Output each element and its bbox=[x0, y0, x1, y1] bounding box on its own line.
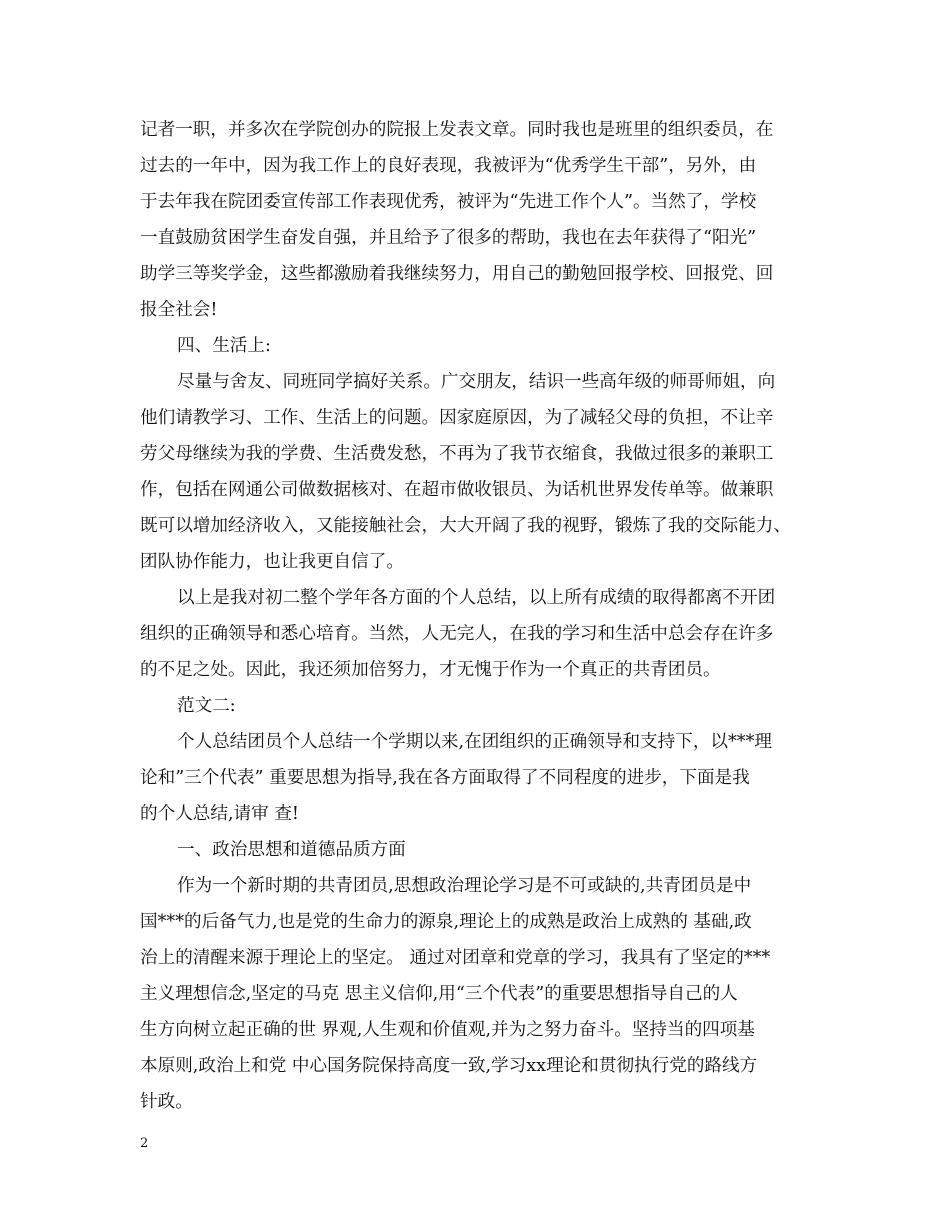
text-line: 他们请教学习、工作、生活上的问题。因家庭原因，为了减轻父母的负担，不让辛 bbox=[140, 408, 774, 428]
section-heading: 范文二: bbox=[177, 696, 236, 716]
text-line: 团队协作能力，也让我更自信了。 bbox=[140, 552, 404, 572]
text-line: 劳父母继续为我的学费、生活费发愁，不再为了我节衣缩食，我做过很多的兼职工 bbox=[140, 444, 774, 464]
text-line: 生方向树立起正确的世 界观,人生观和价值观,并为之努力奋斗。坚持当的四项基 bbox=[140, 1020, 755, 1040]
text-line: 组织的正确领导和悉心培育。当然，人无完人，在我的学习和生活中总会存在许多 bbox=[140, 624, 774, 644]
text-line: 过去的一年中，因为我工作上的良好表现，我被评为“优秀学生干部”，另外，由 bbox=[140, 156, 757, 176]
text-line: 的个人总结,请审 查! bbox=[140, 804, 300, 824]
text-line: 主义理想信念,坚定的马克 思主义信仰,用“三个代表”的重要思想指导自己的人 bbox=[140, 984, 738, 1004]
text-line: 治上的清醒来源于理论上的坚定。 通过对团章和党章的学习，我具有了坚定的*** bbox=[140, 948, 771, 968]
text-line: 记者一职，并多次在学院创办的院报上发表文章。同时我也是班里的组织委员，在 bbox=[140, 120, 774, 140]
text-line: 作为一个新时期的共青团员,思想政治理论学习是不可或缺的,共青团员是中 bbox=[177, 876, 752, 896]
page-number: 2 bbox=[140, 1136, 149, 1151]
section-heading: 四、生活上: bbox=[177, 336, 271, 356]
text-line: 本原则,政治上和党 中心国务院保持高度一致,学习xx理论和贯彻执行党的路线方 bbox=[140, 1056, 758, 1076]
text-line: 论和”三个代表” 重要思想为指导,我在各方面取得了不同程度的进步，下面是我 bbox=[140, 768, 750, 788]
text-line: 以上是我对初二整个学年各方面的个人总结，以上所有成绩的取得都离不开团 bbox=[177, 588, 776, 608]
text-line: 助学三等奖学金，这些都激励着我继续努力，用自己的勤勉回报学校、回报党、回 bbox=[140, 264, 774, 284]
text-line: 尽量与舍友、同班同学搞好关系。广交朋友，结识一些高年级的师哥师姐，向 bbox=[177, 372, 776, 392]
text-line: 一直鼓励贫困学生奋发自强，并且给予了很多的帮助，我也在去年获得了“阳光” bbox=[140, 228, 757, 248]
text-line: 的不足之处。因此，我还须加倍努力，才无愧于作为一个真正的共青团员。 bbox=[140, 660, 721, 680]
text-line: 个人总结团员个人总结一个学期以来,在团组织的正确领导和支持下，以***理 bbox=[177, 732, 772, 752]
text-line: 国***的后备气力,也是党的生命力的源泉,理论上的成熟是政治上成熟的 基础,政 bbox=[140, 912, 752, 932]
text-line: 于去年我在院团委宣传部工作表现优秀，被评为“先进工作个人”。当然了，学校 bbox=[140, 192, 757, 212]
text-line: 针政。 bbox=[140, 1092, 193, 1112]
text-line: 报全社会! bbox=[140, 300, 218, 320]
text-line: 既可以增加经济收入，又能接触社会，大大开阔了我的视野，锻炼了我的交际能力、 bbox=[140, 516, 791, 536]
text-line: 作，包括在网通公司做数据核对、在超市做收银员、为话机世界发传单等。做兼职 bbox=[140, 480, 774, 500]
section-heading: 一、政治思想和道德品质方面 bbox=[177, 840, 406, 860]
